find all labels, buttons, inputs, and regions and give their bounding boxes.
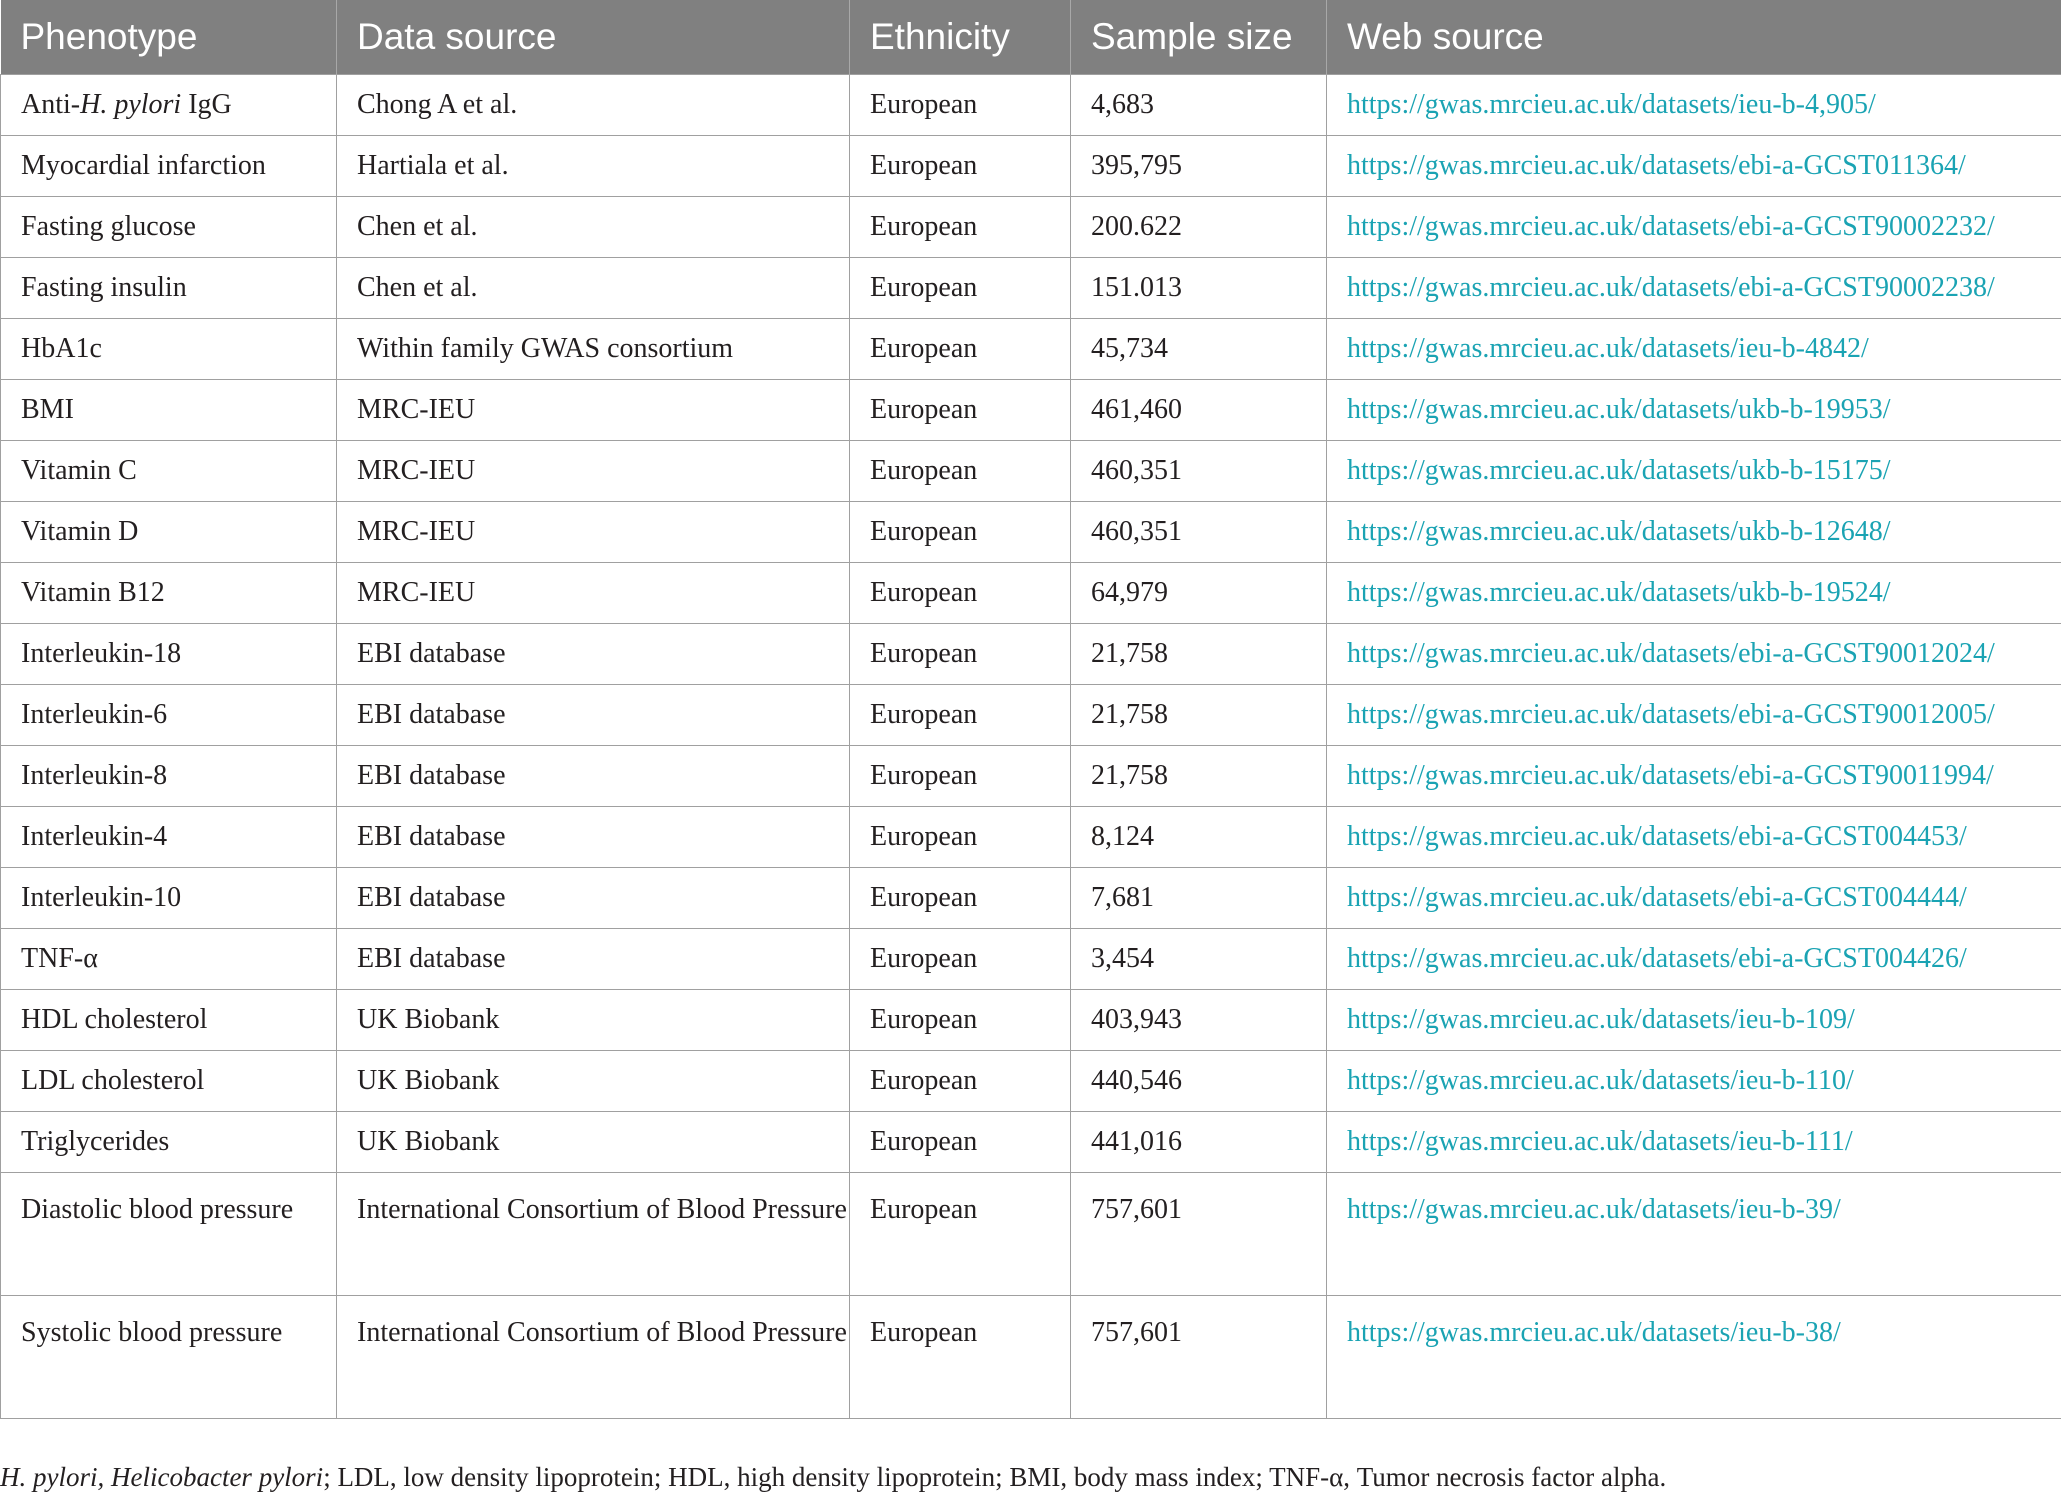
- cell-phenotype: Fasting glucose: [1, 197, 337, 258]
- footnote-italic: H. pylori, Helicobacter pylori: [0, 1462, 324, 1492]
- table-row: [1, 380, 2061, 441]
- table-row: [1, 1112, 2061, 1173]
- cell-data-source: Chong A et al.: [337, 75, 850, 136]
- cell-sample-size: 441,016: [1071, 1112, 1327, 1173]
- cell-web-source-link[interactable]: https://gwas.mrcieu.ac.uk/datasets/ieu-b-111/: [1327, 1112, 2061, 1173]
- cell-ethnicity: European: [850, 1112, 1071, 1173]
- cell-phenotype: Interleukin-18: [1, 624, 337, 685]
- table-row: [1, 1051, 2061, 1112]
- cell-data-source: MRC-IEU: [337, 380, 850, 441]
- cell-web-source-link[interactable]: https://gwas.mrcieu.ac.uk/datasets/ieu-b-4842/: [1327, 319, 2061, 380]
- table-footnote: [0, 1462, 1666, 1493]
- cell-web-source-link[interactable]: https://gwas.mrcieu.ac.uk/datasets/ieu-b-4,905/: [1327, 75, 2061, 136]
- cell-data-source: EBI database: [337, 807, 850, 868]
- cell-phenotype: HbA1c: [1, 319, 337, 380]
- table-row: [1, 685, 2061, 746]
- phenotype-italic: H. pylori: [80, 89, 182, 120]
- cell-web-source-link[interactable]: https://gwas.mrcieu.ac.uk/datasets/ebi-a-GCST90012024/: [1327, 624, 2061, 685]
- cell-phenotype: Interleukin-8: [1, 746, 337, 807]
- cell-web-source-link[interactable]: https://gwas.mrcieu.ac.uk/datasets/ebi-a-GCST004426/: [1327, 929, 2061, 990]
- table-row: [1, 563, 2061, 624]
- cell-ethnicity: European: [850, 929, 1071, 990]
- table-row: [1, 136, 2061, 197]
- cell-phenotype: Systolic blood pressure: [1, 1296, 337, 1419]
- cell-web-source-link[interactable]: https://gwas.mrcieu.ac.uk/datasets/ieu-b-39/: [1327, 1173, 2061, 1296]
- table-row: [1, 746, 2061, 807]
- cell-web-source-link[interactable]: https://gwas.mrcieu.ac.uk/datasets/ieu-b-109/: [1327, 990, 2061, 1051]
- cell-data-source: MRC-IEU: [337, 441, 850, 502]
- table-row: [1, 258, 2061, 319]
- cell-web-source-link[interactable]: https://gwas.mrcieu.ac.uk/datasets/ebi-a-GCST011364/: [1327, 136, 2061, 197]
- table-row: [1, 441, 2061, 502]
- cell-web-source-link[interactable]: https://gwas.mrcieu.ac.uk/datasets/ebi-a-GCST90002238/: [1327, 258, 2061, 319]
- cell-sample-size: 64,979: [1071, 563, 1327, 624]
- cell-web-source-link[interactable]: https://gwas.mrcieu.ac.uk/datasets/ukb-b-19524/: [1327, 563, 2061, 624]
- table-header-row: [1, 0, 2061, 75]
- cell-web-source-link[interactable]: https://gwas.mrcieu.ac.uk/datasets/ieu-b-38/: [1327, 1296, 2061, 1419]
- cell-phenotype: Diastolic blood pressure: [1, 1173, 337, 1296]
- cell-sample-size: 403,943: [1071, 990, 1327, 1051]
- cell-data-source: EBI database: [337, 868, 850, 929]
- cell-web-source-link[interactable]: https://gwas.mrcieu.ac.uk/datasets/ukb-b-19953/: [1327, 380, 2061, 441]
- table-row: [1, 807, 2061, 868]
- table-row: [1, 502, 2061, 563]
- table-row: [1, 75, 2061, 136]
- cell-data-source: UK Biobank: [337, 990, 850, 1051]
- cell-phenotype: Myocardial infarction: [1, 136, 337, 197]
- cell-sample-size: 460,351: [1071, 441, 1327, 502]
- cell-phenotype: Vitamin B12: [1, 563, 337, 624]
- cell-data-source: EBI database: [337, 685, 850, 746]
- phenotype-prefix: Anti-: [21, 89, 81, 120]
- cell-web-source-link[interactable]: https://gwas.mrcieu.ac.uk/datasets/ebi-a-GCST90002232/: [1327, 197, 2061, 258]
- cell-ethnicity: European: [850, 990, 1071, 1051]
- cell-phenotype: Vitamin D: [1, 502, 337, 563]
- cell-data-source: EBI database: [337, 624, 850, 685]
- header-phenotype: Phenotype: [1, 0, 337, 75]
- cell-web-source-link[interactable]: https://gwas.mrcieu.ac.uk/datasets/ieu-b-110/: [1327, 1051, 2061, 1112]
- cell-phenotype: Interleukin-10: [1, 868, 337, 929]
- table-row: [1, 868, 2061, 929]
- cell-phenotype: Vitamin C: [1, 441, 337, 502]
- cell-sample-size: 757,601: [1071, 1173, 1327, 1296]
- cell-sample-size: 200.622: [1071, 197, 1327, 258]
- cell-sample-size: 461,460: [1071, 380, 1327, 441]
- cell-sample-size: 21,758: [1071, 624, 1327, 685]
- cell-web-source-link[interactable]: https://gwas.mrcieu.ac.uk/datasets/ukb-b-12648/: [1327, 502, 2061, 563]
- cell-web-source-link[interactable]: https://gwas.mrcieu.ac.uk/datasets/ukb-b-15175/: [1327, 441, 2061, 502]
- cell-sample-size: 395,795: [1071, 136, 1327, 197]
- cell-sample-size: 21,758: [1071, 746, 1327, 807]
- cell-data-source: MRC-IEU: [337, 502, 850, 563]
- cell-sample-size: 21,758: [1071, 685, 1327, 746]
- cell-data-source: International Consortium of Blood Pressure: [337, 1173, 850, 1296]
- cell-ethnicity: European: [850, 1173, 1071, 1296]
- cell-sample-size: 3,454: [1071, 929, 1327, 990]
- cell-ethnicity: European: [850, 746, 1071, 807]
- cell-data-source: Within family GWAS consortium: [337, 319, 850, 380]
- cell-phenotype: Interleukin-6: [1, 685, 337, 746]
- header-ethnicity: Ethnicity: [850, 0, 1071, 75]
- cell-phenotype: Triglycerides: [1, 1112, 337, 1173]
- cell-sample-size: 151.013: [1071, 258, 1327, 319]
- cell-data-source: International Consortium of Blood Pressure: [337, 1296, 850, 1419]
- cell-phenotype: BMI: [1, 380, 337, 441]
- table-row: [1, 197, 2061, 258]
- cell-phenotype: Fasting insulin: [1, 258, 337, 319]
- cell-sample-size: 8,124: [1071, 807, 1327, 868]
- table-row: [1, 990, 2061, 1051]
- header-web-source: Web source: [1327, 0, 2061, 75]
- table-row: [1, 624, 2061, 685]
- header-data-source: Data source: [337, 0, 850, 75]
- table-row: [1, 1296, 2061, 1419]
- cell-ethnicity: European: [850, 136, 1071, 197]
- cell-sample-size: 7,681: [1071, 868, 1327, 929]
- cell-ethnicity: European: [850, 1051, 1071, 1112]
- cell-ethnicity: European: [850, 258, 1071, 319]
- cell-phenotype: Interleukin-4: [1, 807, 337, 868]
- table-row: [1, 929, 2061, 990]
- cell-sample-size: 757,601: [1071, 1296, 1327, 1419]
- cell-ethnicity: European: [850, 380, 1071, 441]
- cell-web-source-link[interactable]: https://gwas.mrcieu.ac.uk/datasets/ebi-a-GCST004453/: [1327, 807, 2061, 868]
- phenotype-suffix: IgG: [181, 89, 232, 120]
- cell-web-source-link[interactable]: https://gwas.mrcieu.ac.uk/datasets/ebi-a-GCST004444/: [1327, 868, 2061, 929]
- cell-data-source: MRC-IEU: [337, 563, 850, 624]
- header-sample-size: Sample size: [1071, 0, 1327, 75]
- cell-data-source: UK Biobank: [337, 1051, 850, 1112]
- cell-ethnicity: European: [850, 75, 1071, 136]
- cell-sample-size: 4,683: [1071, 75, 1327, 136]
- table-row: [1, 319, 2061, 380]
- footnote-text: ; LDL, low density lipoprotein; HDL, high density lipoprotein; BMI, body mass index; TNF-α, Tumor necrosis factor alpha.: [323, 1462, 1667, 1492]
- cell-data-source: EBI database: [337, 746, 850, 807]
- table-row: [1, 1173, 2061, 1296]
- cell-ethnicity: European: [850, 624, 1071, 685]
- cell-phenotype: HDL cholesterol: [1, 990, 337, 1051]
- cell-sample-size: 45,734: [1071, 319, 1327, 380]
- cell-data-source: EBI database: [337, 929, 850, 990]
- cell-web-source-link[interactable]: https://gwas.mrcieu.ac.uk/datasets/ebi-a-GCST90011994/: [1327, 746, 2061, 807]
- cell-data-source: Chen et al.: [337, 258, 850, 319]
- cell-ethnicity: European: [850, 441, 1071, 502]
- cell-data-source: Chen et al.: [337, 197, 850, 258]
- cell-ethnicity: European: [850, 685, 1071, 746]
- cell-ethnicity: European: [850, 197, 1071, 258]
- cell-phenotype: TNF-α: [1, 929, 337, 990]
- cell-ethnicity: European: [850, 807, 1071, 868]
- cell-ethnicity: European: [850, 868, 1071, 929]
- cell-ethnicity: European: [850, 1296, 1071, 1419]
- cell-ethnicity: European: [850, 502, 1071, 563]
- cell-phenotype: LDL cholesterol: [1, 1051, 337, 1112]
- cell-data-source: Hartiala et al.: [337, 136, 850, 197]
- cell-sample-size: 440,546: [1071, 1051, 1327, 1112]
- cell-web-source-link[interactable]: https://gwas.mrcieu.ac.uk/datasets/ebi-a-GCST90012005/: [1327, 685, 2061, 746]
- cell-sample-size: 460,351: [1071, 502, 1327, 563]
- cell-ethnicity: European: [850, 563, 1071, 624]
- cell-phenotype: [1, 75, 337, 136]
- cell-data-source: UK Biobank: [337, 1112, 850, 1173]
- cell-ethnicity: European: [850, 319, 1071, 380]
